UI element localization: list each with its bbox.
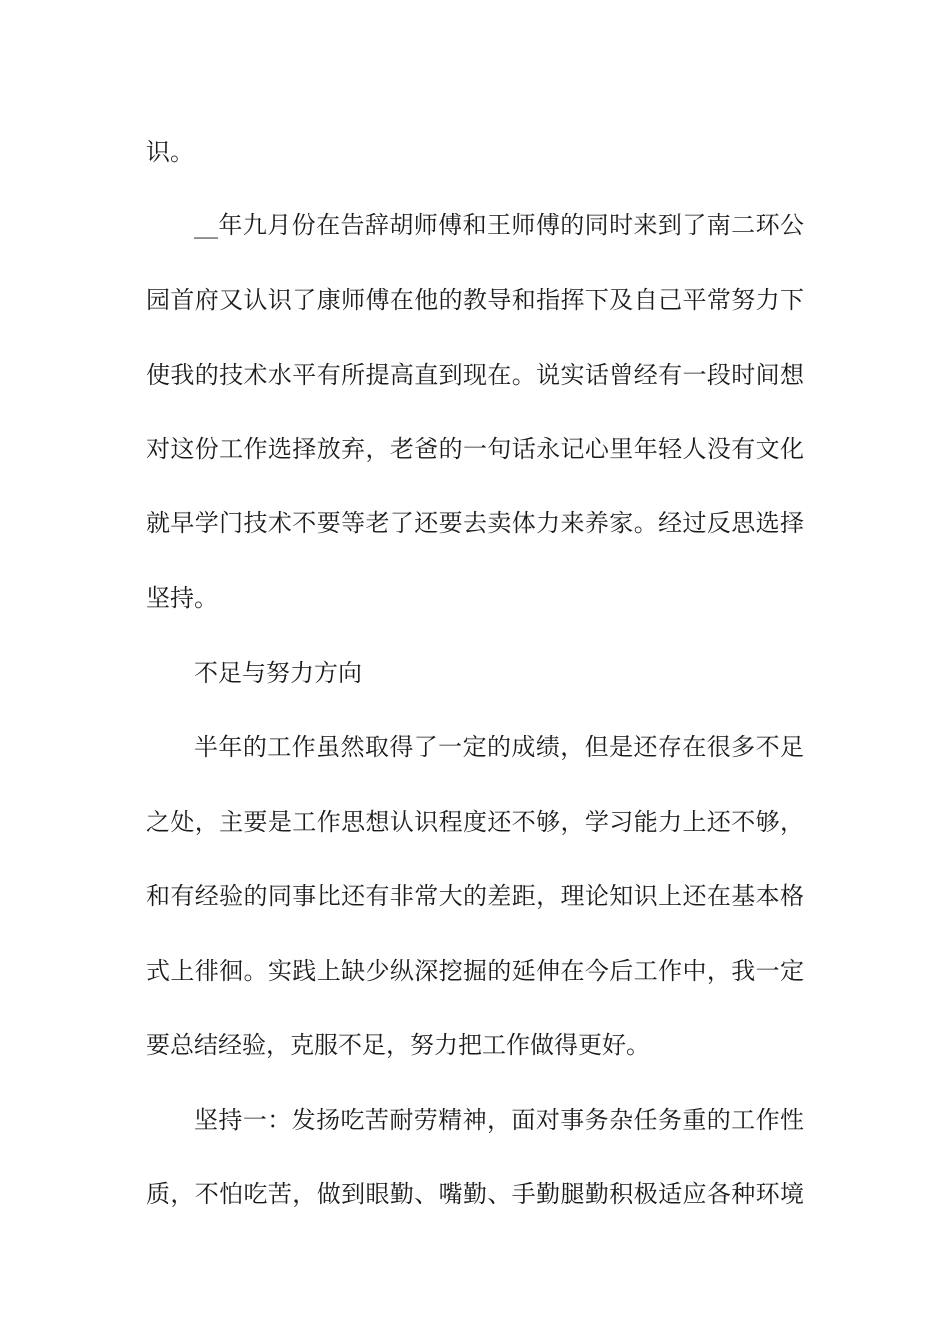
text-line-7: 坚持。 (146, 584, 218, 612)
text-line-11: 和有经验的同事比还有非常大的差距，理论知识上还在基本格 (146, 882, 804, 910)
text-line-14: 坚持一：发扬吃苦耐劳精神，面对事务杂任务重的工作性 (194, 1106, 804, 1134)
text-line-2: __年九月份在告辞胡师傅和王师傅的同时来到了南二环公 (194, 211, 804, 239)
text-line-4: 使我的技术水平有所提高直到现在。说实话曾经有一段时间想 (146, 361, 804, 389)
text-line-1: 识。 (146, 138, 194, 166)
text-line-13: 要总结经验，克服不足，努力把工作做得更好。 (146, 1031, 650, 1059)
text-line-5: 对这份工作选择放弃，老爸的一句话永记心里年轻人没有文化 (146, 435, 804, 463)
text-line-12: 式上徘徊。实践上缺少纵深挖掘的延伸在今后工作中，我一定 (146, 957, 804, 985)
text-line-10: 之处，主要是工作思想认识程度还不够，学习能力上还不够， (146, 808, 804, 836)
text-line-3: 园首府又认识了康师傅在他的教导和指挥下及自己平常努力下 (146, 286, 804, 314)
text-line-6: 就早学门技术不要等老了还要去卖体力来养家。经过反思选择 (146, 509, 804, 537)
text-line-9: 半年的工作虽然取得了一定的成绩，但是还存在很多不足 (194, 733, 804, 761)
text-line-15: 质，不怕吃苦，做到眼勤、嘴勤、手勤腿勤积极适应各种环境 (146, 1180, 804, 1208)
section-heading: 不足与努力方向 (194, 659, 362, 687)
